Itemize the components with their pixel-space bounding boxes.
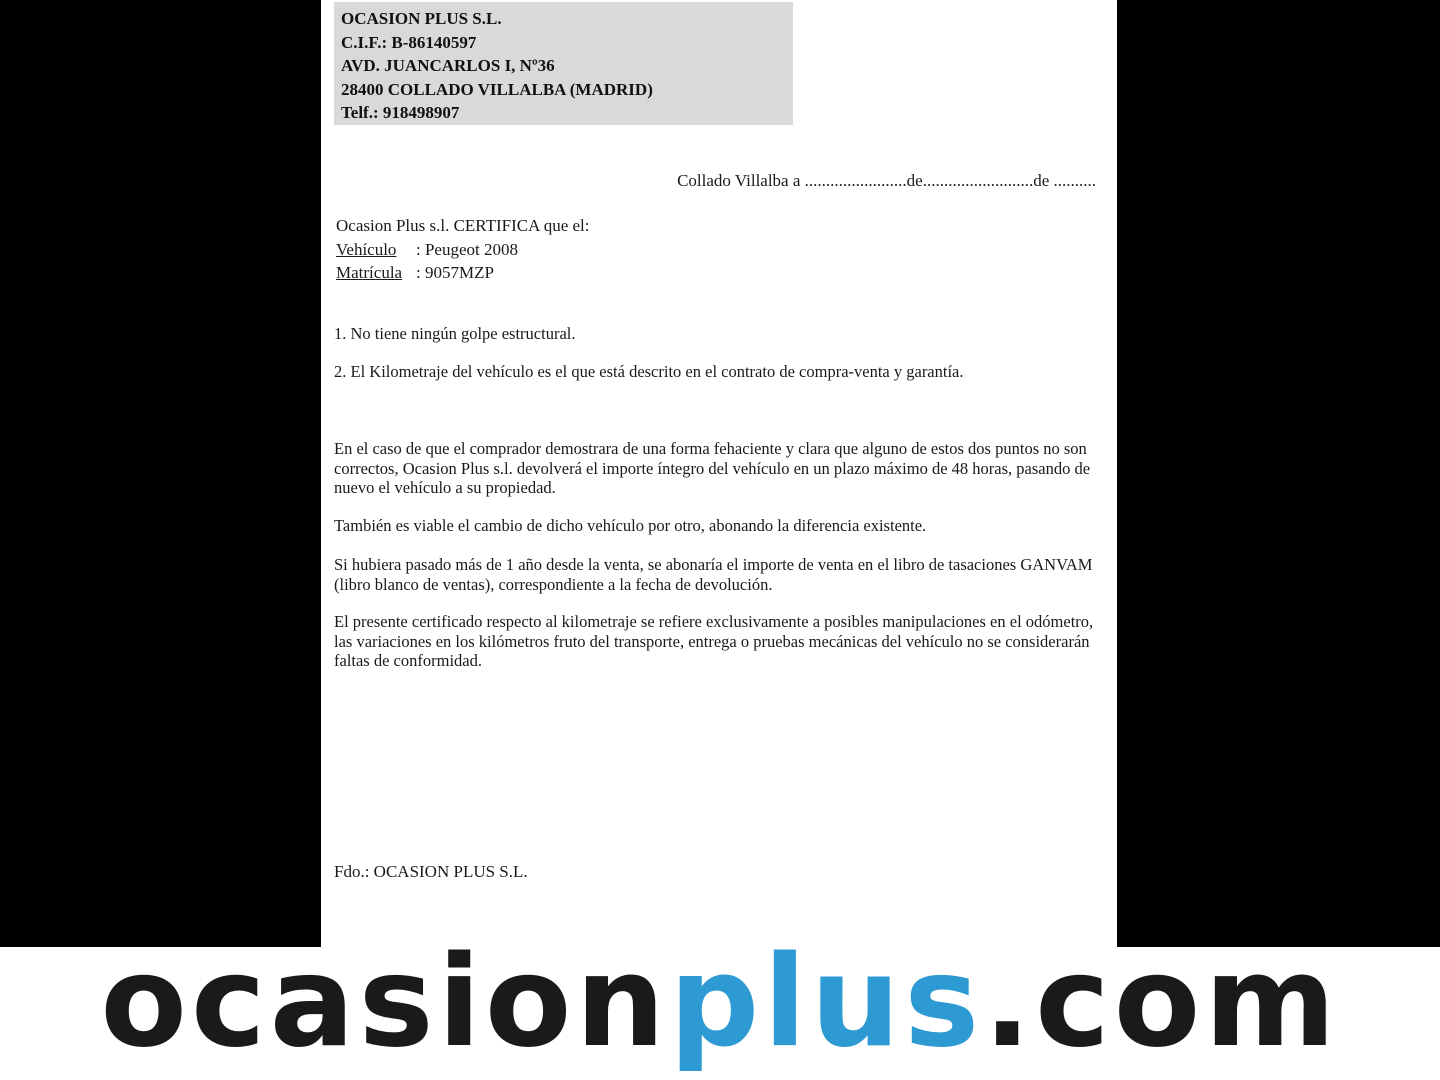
vehicle-row [336, 240, 518, 260]
paragraph-exchange: También es viable el cambio de dicho vehículo por otro, abonando la diferencia existente. [334, 516, 927, 535]
document-content [334, 0, 1096, 947]
plate-value: : 9057MZP [416, 263, 494, 282]
logo-part-plus: plus [669, 947, 984, 1075]
company-phone: Telf.: 918498907 [341, 103, 460, 123]
certify-intro: Ocasion Plus s.l. CERTIFICA que el: [336, 216, 590, 235]
condition-item-1: 1. No tiene ningún golpe estructural. [334, 324, 576, 343]
paragraph-ganvam: Si hubiera pasado más de 1 año desde la venta, se abonaría el importe de venta en el libro de tasaciones GANVAM (libro blanco de ventas), correspondiente a la fecha de devolución. [334, 555, 1093, 594]
company-cif: C.I.F.: B-86140597 [341, 32, 477, 52]
signature-line: Fdo.: OCASION PLUS S.L. [334, 862, 528, 881]
date-line: Collado Villalba a ........................de..........................de .......... [677, 171, 1096, 190]
condition-item-2: 2. El Kilometraje del vehículo es el que está descrito en el contrato de compra-venta y garantía. [334, 362, 964, 381]
ocasionplus-logo [0, 947, 1440, 1075]
company-address: AVD. JUANCARLOS I, Nº36 [341, 56, 555, 76]
paragraph-refund: En el caso de que el comprador demostrara de una forma fehaciente y clara que alguno de estos dos puntos no son correctos, Ocasion Plus s.l. devolverá el importe íntegro del vehículo en un plazo máximo de 48 horas, pasando de nuevo el vehículo a su propiedad. [334, 439, 1091, 497]
plate-label: Matrícula [336, 263, 403, 282]
company-name: OCASION PLUS S.L. [341, 9, 502, 28]
paragraph-odometer: El presente certificado respecto al kilometraje se refiere exclusivamente a posibles manipulaciones en el odómetro, las variaciones en los kilómetros fruto del transporte, entrega o pruebas mecánicas del vehículo no se considerarán faltas de conformidad. [334, 612, 1094, 670]
logo-part-ocasion: ocasion [100, 947, 670, 1075]
company-header-box [334, 2, 793, 125]
footer-brand-band [0, 947, 1440, 1080]
vehicle-label: Vehículo [336, 240, 397, 259]
certificate-document [321, 0, 1117, 947]
logo-part-com: .com [983, 947, 1340, 1075]
vehicle-value: : Peugeot 2008 [416, 240, 518, 259]
plate-row [336, 263, 494, 283]
company-city: 28400 COLLADO VILLALBA (MADRID) [341, 79, 653, 99]
